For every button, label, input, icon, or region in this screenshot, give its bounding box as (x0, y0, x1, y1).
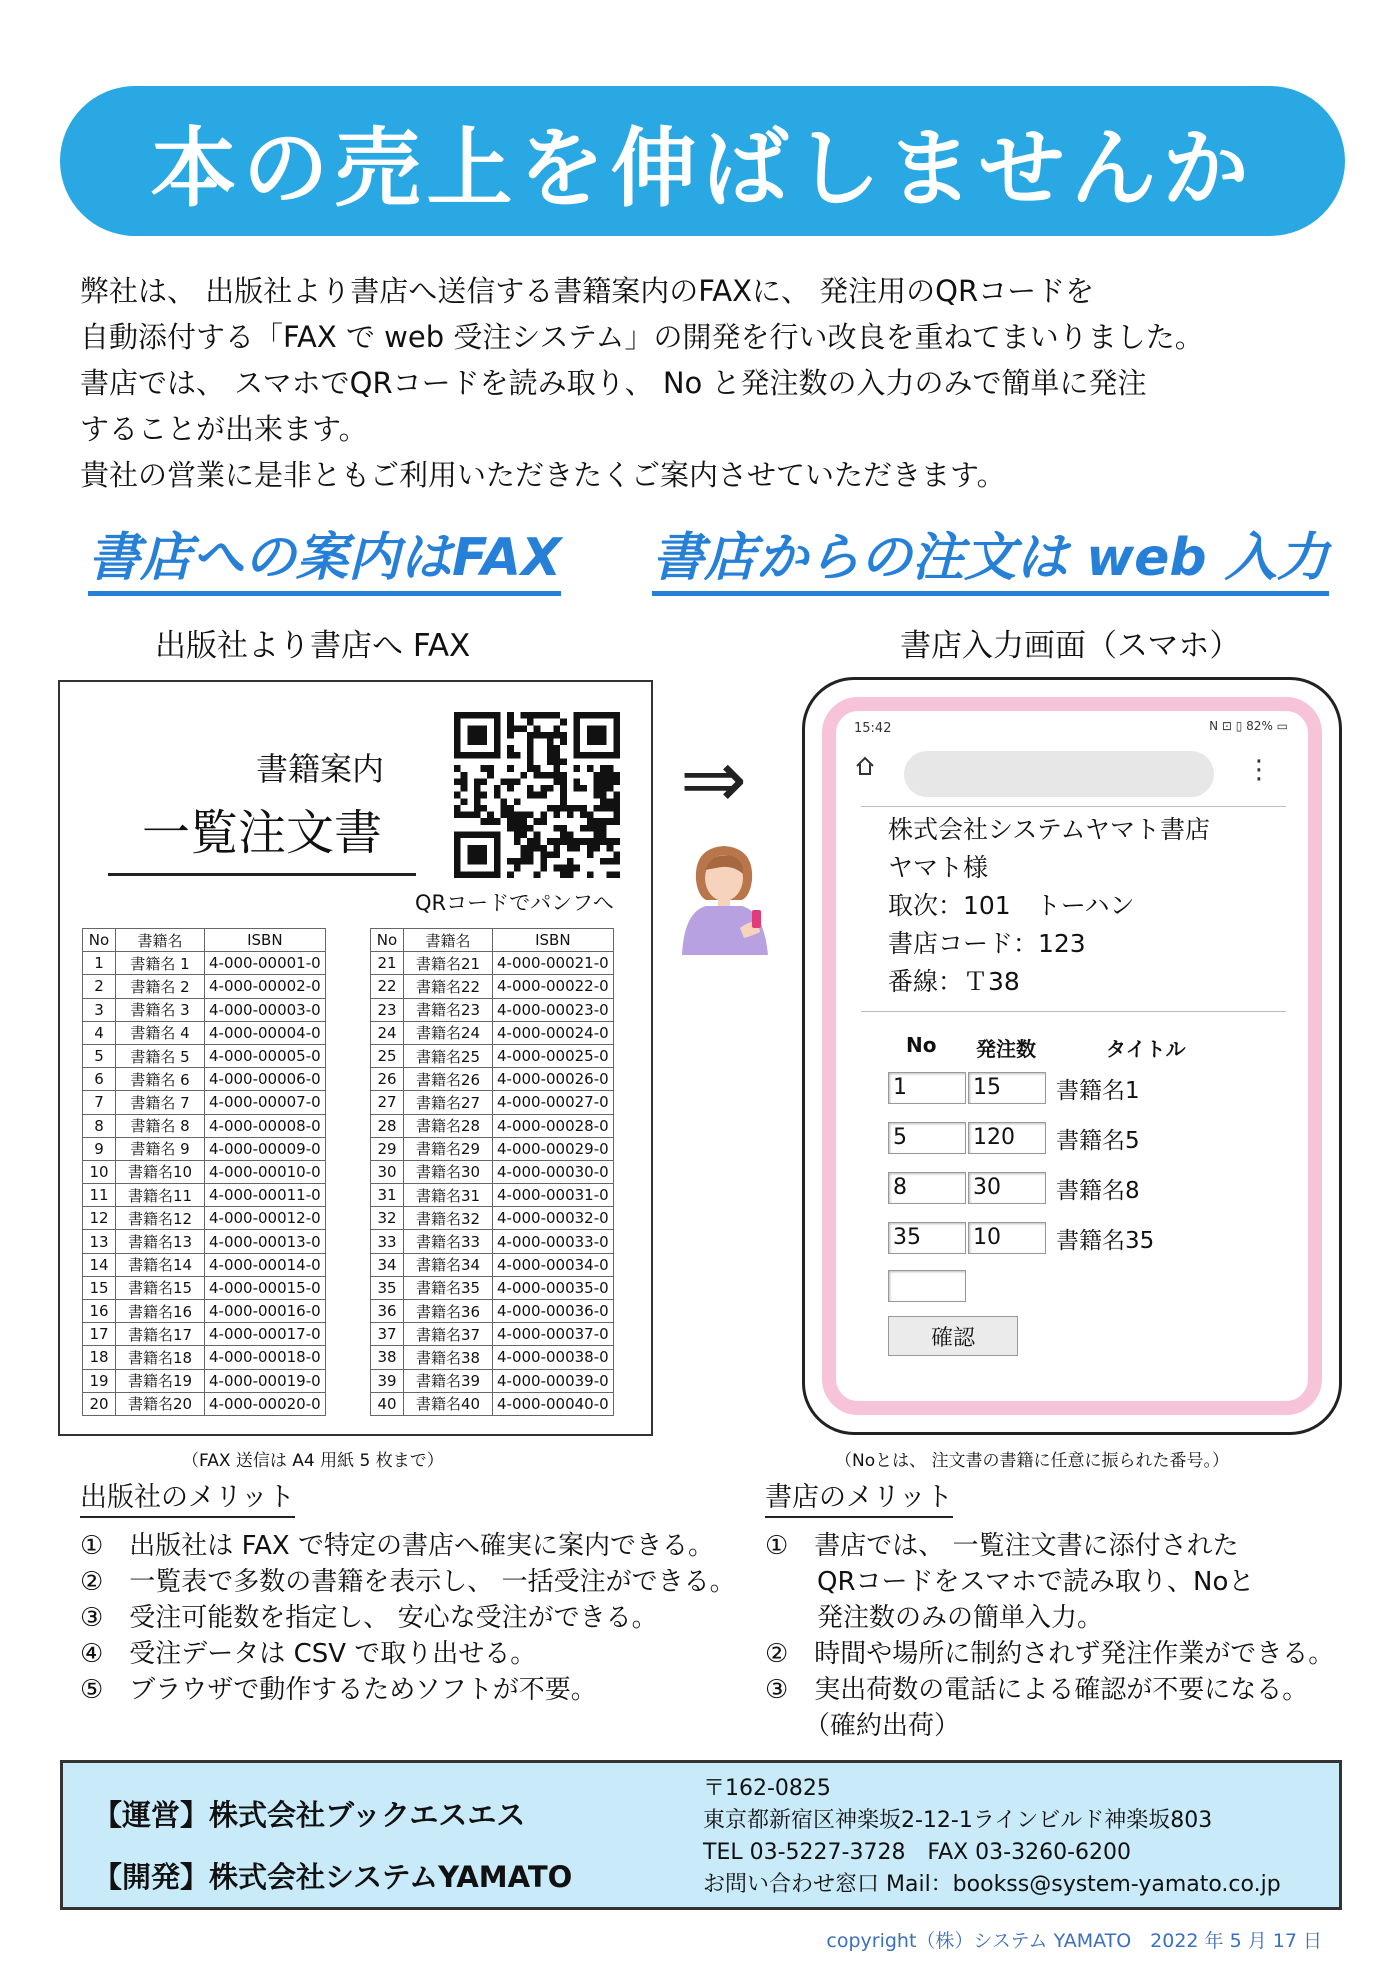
table-cell: 書籍名 8 (116, 1114, 205, 1137)
table-header: 書籍名 (116, 929, 205, 952)
table-cell: 24 (371, 1021, 404, 1044)
fax-doc-title: 一覧注文書 (108, 794, 416, 876)
order-no-input[interactable]: 1 (888, 1072, 966, 1104)
table-cell: 13 (83, 1230, 116, 1253)
table-cell: 書籍名 9 (116, 1137, 205, 1160)
home-icon[interactable] (854, 755, 876, 777)
table-cell: 36 (371, 1300, 404, 1323)
list-item: 発注数のみの簡単入力。 (765, 1603, 1104, 1633)
table-cell: 27 (371, 1091, 404, 1114)
table-cell: 4-000-00028-0 (493, 1114, 614, 1137)
table-cell: 書籍名18 (116, 1346, 205, 1369)
table-cell: 18 (83, 1346, 116, 1369)
table-cell: 39 (371, 1369, 404, 1392)
table-row (83, 1021, 326, 1044)
table-cell: 17 (83, 1323, 116, 1346)
table-row (371, 1021, 614, 1044)
book-table-left (82, 928, 326, 1416)
table-cell: 4-000-00020-0 (205, 1392, 326, 1415)
table-row (83, 1091, 326, 1114)
table-cell: 書籍名 1 (116, 952, 205, 975)
table-cell: 書籍名 2 (116, 975, 205, 998)
table-cell: 4-000-00011-0 (205, 1184, 326, 1207)
table-cell: 書籍名20 (116, 1392, 205, 1415)
table-cell: 2 (83, 975, 116, 998)
list-item: ④ 受注データは CSV で取り出せる。 (80, 1639, 537, 1669)
column-no: No (906, 1033, 937, 1057)
intro-line: 貴社の営業に是非ともご利用いただきたくご案内させていただきます。 (80, 458, 1006, 492)
table-cell: 書籍名33 (404, 1230, 493, 1253)
table-cell: 3 (83, 998, 116, 1021)
table-cell: 32 (371, 1207, 404, 1230)
table-cell: 29 (371, 1137, 404, 1160)
table-cell: 4-000-00023-0 (493, 998, 614, 1021)
table-row (371, 1346, 614, 1369)
table-cell: 4-000-00017-0 (205, 1323, 326, 1346)
table-cell: 書籍名 4 (116, 1021, 205, 1044)
table-row (371, 1253, 614, 1276)
table-cell: 25 (371, 1044, 404, 1067)
url-bar[interactable] (904, 751, 1214, 797)
table-cell: 4-000-00007-0 (205, 1091, 326, 1114)
table-cell: 4-000-00035-0 (493, 1276, 614, 1299)
table-cell: 19 (83, 1369, 116, 1392)
table-cell: 30 (371, 1160, 404, 1183)
table-row (371, 1091, 614, 1114)
order-qty-input[interactable]: 30 (968, 1172, 1046, 1204)
confirm-button[interactable]: 確認 (888, 1316, 1018, 1356)
list-item: ① 出版社は FAX で特定の書店へ確実に案内できる。 (80, 1531, 715, 1561)
table-cell: 11 (83, 1184, 116, 1207)
table-cell: 4-000-00006-0 (205, 1068, 326, 1091)
intro-line: 弊社は、 出版社より書店へ送信する書籍案内のFAXに、 発注用のQRコードを (80, 274, 1095, 308)
table-cell: 書籍名25 (404, 1044, 493, 1067)
address-line: お問い合わせ窓口 Mail：bookss@system-yamato.co.jp (703, 1872, 1281, 1897)
table-cell: 26 (371, 1068, 404, 1091)
table-cell: 4-000-00010-0 (205, 1160, 326, 1183)
table-row (83, 1137, 326, 1160)
table-cell: 21 (371, 952, 404, 975)
intro-line: 自動添付する「FAX で web 受注システム」の開発を行い改良を重ねてまいりました。 (80, 320, 1204, 354)
status-time: 15:42 (854, 721, 892, 736)
order-qty-input[interactable]: 15 (968, 1072, 1046, 1104)
order-qty-input[interactable]: 10 (968, 1222, 1046, 1254)
table-cell: 4-000-00008-0 (205, 1114, 326, 1137)
table-cell: 書籍名23 (404, 998, 493, 1021)
table-row (83, 1160, 326, 1183)
table-cell: 書籍名10 (116, 1160, 205, 1183)
shop-info-line: 株式会社システムヤマト書店 (888, 815, 1211, 844)
table-cell: 4-000-00001-0 (205, 952, 326, 975)
table-cell: 4-000-00015-0 (205, 1276, 326, 1299)
table-row (371, 1044, 614, 1067)
table-cell: 4-000-00013-0 (205, 1230, 326, 1253)
table-row (371, 1369, 614, 1392)
divider (861, 806, 1286, 807)
table-row (371, 1068, 614, 1091)
person-with-phone-icon (672, 840, 782, 955)
table-cell: 4-000-00037-0 (493, 1323, 614, 1346)
table-cell: 28 (371, 1114, 404, 1137)
table-cell: 15 (83, 1276, 116, 1299)
list-item: ⑤ ブラウザで動作するためソフトが不要。 (80, 1675, 597, 1705)
order-row (888, 1121, 1140, 1155)
shop-info-line: ヤマト様 (888, 853, 989, 882)
title-banner (60, 86, 1345, 236)
book-table-right (370, 928, 614, 1416)
table-cell: 書籍名 3 (116, 998, 205, 1021)
operator-company: 【運営】株式会社ブックエスエス (93, 1798, 526, 1832)
table-cell: 書籍名16 (116, 1300, 205, 1323)
table-cell: 4-000-00024-0 (493, 1021, 614, 1044)
copyright: copyright（株）システム YAMATO 2022 年 5 月 17 日 (826, 1930, 1322, 1952)
table-cell: 書籍名32 (404, 1207, 493, 1230)
publisher-merits-heading: 出版社のメリット (80, 1480, 295, 1518)
column-quantity: 発注数 (976, 1037, 1036, 1061)
table-cell: 4-000-00036-0 (493, 1300, 614, 1323)
table-cell: 6 (83, 1068, 116, 1091)
table-cell: 8 (83, 1114, 116, 1137)
table-cell: 4-000-00032-0 (493, 1207, 614, 1230)
table-cell: 31 (371, 1184, 404, 1207)
fax-doc-label: 書籍案内 (255, 750, 384, 788)
order-no-input-empty[interactable] (888, 1270, 966, 1302)
table-cell: 22 (371, 975, 404, 998)
table-row (83, 952, 326, 975)
table-row (83, 998, 326, 1021)
qr-code-icon (454, 712, 620, 878)
table-row (83, 1346, 326, 1369)
table-row (371, 1230, 614, 1253)
list-item: ③ 実出荷数の電話による確認が不要になる。 (765, 1675, 1309, 1705)
list-item: ② 時間や場所に制約されず発注作業ができる。 (765, 1639, 1335, 1669)
table-cell: 4-000-00039-0 (493, 1369, 614, 1392)
smartphone (802, 677, 1342, 1435)
table-row (83, 1323, 326, 1346)
shop-info-line: 取次：101 トーハン (888, 891, 1135, 920)
table-row (83, 975, 326, 998)
table-cell: 12 (83, 1207, 116, 1230)
phone-note: （Noとは、 注文書の書籍に任意に振られた番号。） (835, 1451, 1230, 1471)
fax-note: （FAX 送信は A4 用紙 5 枚まで） (182, 1451, 444, 1471)
table-cell: 20 (83, 1392, 116, 1415)
shop-merits-list (765, 1528, 1334, 1744)
table-row (83, 1044, 326, 1067)
caption-fax: 出版社より書店へ FAX (155, 628, 471, 664)
table-cell: 4-000-00003-0 (205, 998, 326, 1021)
table-header: No (371, 929, 404, 952)
table-cell: 書籍名37 (404, 1323, 493, 1346)
table-row (83, 1068, 326, 1091)
table-cell: 書籍名12 (116, 1207, 205, 1230)
order-title: 書籍名35 (1056, 1227, 1155, 1254)
table-row (371, 1184, 614, 1207)
column-title: タイトル (1106, 1037, 1186, 1061)
table-cell: 書籍名26 (404, 1068, 493, 1091)
table-cell: 4-000-00022-0 (493, 975, 614, 998)
table-row (83, 1207, 326, 1230)
table-cell: 4-000-00033-0 (493, 1230, 614, 1253)
table-cell: 4-000-00018-0 (205, 1346, 326, 1369)
phone-screen (822, 697, 1322, 1415)
subhead-fax: 書店への案内はFAX (88, 525, 561, 596)
address-line: 東京都新宿区神楽坂2-12-1ラインビルド神楽坂803 (703, 1808, 1213, 1833)
list-item: ① 書店では、 一覧注文書に添付された (765, 1531, 1239, 1561)
table-cell: 4-000-00038-0 (493, 1346, 614, 1369)
intro-text (80, 268, 1340, 498)
shop-info (888, 811, 1210, 1001)
table-cell: 書籍名36 (404, 1300, 493, 1323)
table-cell: 書籍名13 (116, 1230, 205, 1253)
table-cell: 4-000-00009-0 (205, 1137, 326, 1160)
more-menu-icon[interactable]: ⋮ (1246, 755, 1272, 785)
table-cell: 4-000-00034-0 (493, 1253, 614, 1276)
table-cell: 4-000-00019-0 (205, 1369, 326, 1392)
table-row (83, 1253, 326, 1276)
table-cell: 書籍名27 (404, 1091, 493, 1114)
address-line: 〒162-0825 (703, 1776, 831, 1801)
table-cell: 書籍名29 (404, 1137, 493, 1160)
table-cell: 書籍名22 (404, 975, 493, 998)
table-cell: 34 (371, 1253, 404, 1276)
table-cell: 10 (83, 1160, 116, 1183)
fax-sheet (58, 680, 653, 1436)
table-row (371, 1160, 614, 1183)
footer-box (60, 1760, 1342, 1910)
table-row (371, 1114, 614, 1137)
table-row (83, 1114, 326, 1137)
developer-company: 【開発】株式会社システムYAMATO (93, 1860, 573, 1894)
table-row (371, 1137, 614, 1160)
table-cell: 書籍名31 (404, 1184, 493, 1207)
table-cell: 38 (371, 1346, 404, 1369)
table-cell: 4-000-00030-0 (493, 1160, 614, 1183)
order-row (888, 1221, 1154, 1255)
divider (861, 1011, 1286, 1012)
intro-line: することが出来ます。 (80, 412, 368, 446)
table-cell: 書籍名24 (404, 1021, 493, 1044)
table-cell: 4-000-00004-0 (205, 1021, 326, 1044)
table-cell: 書籍名21 (404, 952, 493, 975)
list-item: ③ 受注可能数を指定し、 安心な受注ができる。 (80, 1603, 658, 1633)
table-header: No (83, 929, 116, 952)
table-cell: 5 (83, 1044, 116, 1067)
table-cell: 37 (371, 1323, 404, 1346)
table-cell: 書籍名28 (404, 1114, 493, 1137)
table-row (371, 1323, 614, 1346)
table-cell: 書籍名39 (404, 1369, 493, 1392)
table-cell: 4-000-00012-0 (205, 1207, 326, 1230)
table-cell: 16 (83, 1300, 116, 1323)
order-title: 書籍名5 (1056, 1127, 1140, 1154)
order-title: 書籍名8 (1056, 1177, 1140, 1204)
table-row (371, 952, 614, 975)
table-cell: 4-000-00027-0 (493, 1091, 614, 1114)
table-cell: 4-000-00014-0 (205, 1253, 326, 1276)
table-cell: 33 (371, 1230, 404, 1253)
order-row (888, 1071, 1140, 1105)
shop-info-line: 書店コード：123 (888, 929, 1086, 958)
table-cell: 4-000-00002-0 (205, 975, 326, 998)
subhead-web: 書店からの注文は web 入力 (652, 525, 1329, 596)
qr-caption: QRコードでパンフへ (415, 891, 614, 915)
table-row (371, 1392, 614, 1415)
table-row (371, 998, 614, 1021)
table-row (83, 1369, 326, 1392)
table-cell: 4-000-00040-0 (493, 1392, 614, 1415)
table-row (83, 1300, 326, 1323)
table-cell: 書籍名15 (116, 1276, 205, 1299)
table-cell: 23 (371, 998, 404, 1021)
table-row (371, 1207, 614, 1230)
order-no-input[interactable]: 35 (888, 1222, 966, 1254)
shop-merits-heading: 書店のメリット (765, 1480, 953, 1518)
table-row (83, 1184, 326, 1207)
order-row (888, 1171, 1140, 1205)
table-cell: 書籍名30 (404, 1160, 493, 1183)
table-cell: 書籍名40 (404, 1392, 493, 1415)
table-cell: 書籍名19 (116, 1369, 205, 1392)
table-row (371, 975, 614, 998)
table-row (83, 1230, 326, 1253)
table-cell: 書籍名17 (116, 1323, 205, 1346)
table-row (83, 1392, 326, 1415)
table-row (83, 1276, 326, 1299)
table-cell: 4 (83, 1021, 116, 1044)
order-qty-input[interactable]: 120 (968, 1122, 1046, 1154)
table-cell: 14 (83, 1253, 116, 1276)
list-item: （確約出荷） (765, 1711, 961, 1741)
table-header: 書籍名 (404, 929, 493, 952)
table-cell: 4-000-00029-0 (493, 1137, 614, 1160)
table-cell: 4-000-00025-0 (493, 1044, 614, 1067)
status-bar-icons: N ⊡ ▯ 82% ▭ (1209, 719, 1288, 733)
list-item: QRコードをスマホで読み取り、Noと (765, 1567, 1255, 1597)
table-cell: 7 (83, 1091, 116, 1114)
contact-address (703, 1773, 1281, 1901)
table-cell: 書籍名 5 (116, 1044, 205, 1067)
arrow-right-icon: ⇒ (680, 733, 748, 826)
table-cell: 書籍名14 (116, 1253, 205, 1276)
order-row-empty (888, 1269, 966, 1303)
table-cell: 書籍名34 (404, 1253, 493, 1276)
table-cell: 4-000-00021-0 (493, 952, 614, 975)
table-cell: 4-000-00016-0 (205, 1300, 326, 1323)
table-header: ISBN (205, 929, 326, 952)
table-cell: 4-000-00031-0 (493, 1184, 614, 1207)
table-header: ISBN (493, 929, 614, 952)
table-cell: 40 (371, 1392, 404, 1415)
table-cell: 書籍名 6 (116, 1068, 205, 1091)
shop-info-line: 番線：Ｔ38 (888, 967, 1020, 996)
order-no-input[interactable]: 8 (888, 1172, 966, 1204)
table-cell: 書籍名 7 (116, 1091, 205, 1114)
table-cell: 1 (83, 952, 116, 975)
table-cell: 書籍名35 (404, 1276, 493, 1299)
order-title: 書籍名1 (1056, 1077, 1140, 1104)
table-cell: 9 (83, 1137, 116, 1160)
page-title: 本の売上を伸ばしませんか (150, 119, 1255, 219)
publisher-merits-list (80, 1528, 736, 1708)
caption-phone: 書店入力画面（スマホ） (900, 628, 1241, 664)
address-line: TEL 03-5227-3728 FAX 03-3260-6200 (703, 1840, 1132, 1865)
table-row (371, 1276, 614, 1299)
table-cell: 4-000-00026-0 (493, 1068, 614, 1091)
table-cell: 4-000-00005-0 (205, 1044, 326, 1067)
table-cell: 書籍名38 (404, 1346, 493, 1369)
table-cell: 書籍名11 (116, 1184, 205, 1207)
table-cell: 35 (371, 1276, 404, 1299)
table-row (371, 1300, 614, 1323)
intro-line: 書店では、 スマホでQRコードを読み取り、 No と発注数の入力のみで簡単に発注 (80, 366, 1147, 400)
order-no-input[interactable]: 5 (888, 1122, 966, 1154)
list-item: ② 一覧表で多数の書籍を表示し、 一括受注ができる。 (80, 1567, 736, 1597)
